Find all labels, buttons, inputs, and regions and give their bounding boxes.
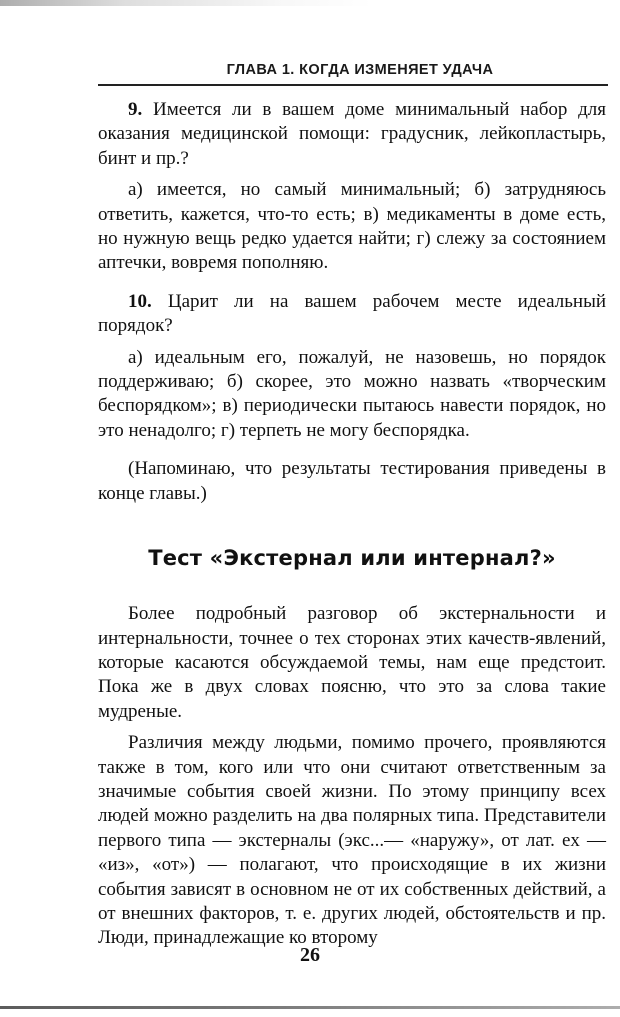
section-heading: Тест «Экстернал или интернал?»	[148, 546, 556, 571]
question-10	[98, 290, 606, 339]
question-10-answers: а) идеальным его, пожалуй, не назовешь, но порядок поддерживаю; б) скорее, это можно назвать «творческим беспорядком»; в) периодически пытаюсь навести порядок, но это ненадолго; г) терпеть не могу беспорядка.	[98, 346, 606, 441]
scan-edge-bottom	[0, 1006, 620, 1009]
section-paragraph-2: Различия между людьми, помимо прочего, проявляются также в том, кого или что они считают ответственным за значимые события своей жизни. По этому принципу всех людей можно разделить на два полярных типа. Представители первого типа — экстерналы (экс...— «наружу», от лат. ex — «из», «от») — полагают, что происходящие в их жизни события зависят в основном не от их собственных действий, а от внешних факторов, т. е. других людей, обстоятельств и пр. Люди, принадлежащие ко второму	[98, 732, 606, 949]
question-9-number: 9.	[128, 99, 143, 120]
scan-edge-top	[0, 0, 620, 6]
question-9-answers: а) имеется, но самый минимальный; б) затрудняюсь ответить, кажется, что-то есть; в) медикаменты в доме есть, но нужную вещь редко удается найти; г) слежу за состоянием аптечки, вовремя пополняю.	[98, 179, 606, 274]
page-number: 26	[300, 944, 320, 966]
running-head: ГЛАВА 1. КОГДА ИЗМЕНЯЕТ УДАЧА	[226, 62, 494, 78]
question-10-number: 10.	[128, 290, 152, 312]
page-body	[98, 98, 606, 951]
section-paragraph-1: Более подробный разговор об экстернальности и интернальности, точнее о тех сторонах этих качеств-явлений, которые касаются обсуждаемой темы, нам еще предстоит. Пока же в двух словах поясню, что это за слова такие мудреные.	[98, 603, 606, 722]
question-10-text: Царит ли на вашем рабочем месте идеальный порядок?	[98, 290, 607, 337]
results-note: (Напоминаю, что результаты тестирования приведены в конце главы.)	[98, 458, 606, 504]
header-rule	[98, 84, 608, 86]
question-9	[98, 98, 606, 171]
question-9-text: Имеется ли в вашем доме минимальный набор для оказания медицинской помощи: градусник, лейкопластырь, бинт и пр.?	[98, 99, 606, 169]
